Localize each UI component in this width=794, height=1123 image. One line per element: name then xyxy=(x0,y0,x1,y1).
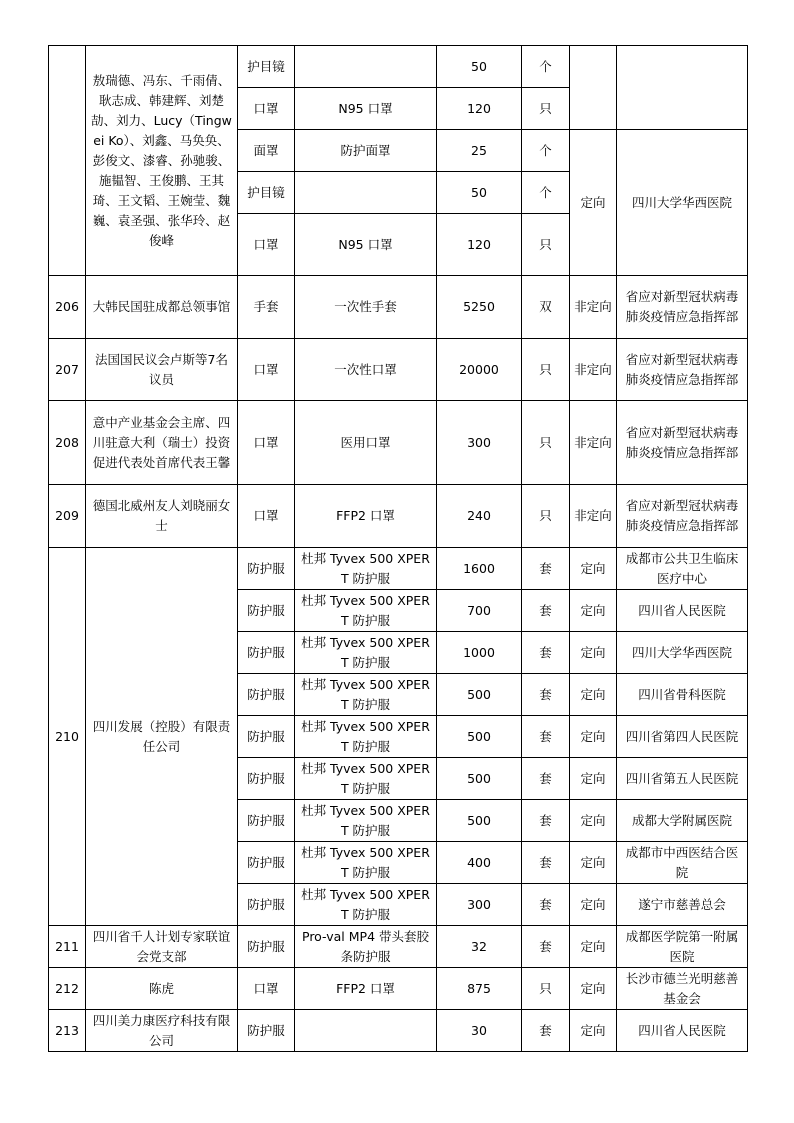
unit-cell: 只 xyxy=(522,214,570,276)
category-cell: 防护服 xyxy=(238,884,295,926)
mode-cell: 定向 xyxy=(570,1010,617,1052)
mode-cell: 定向 xyxy=(570,130,617,276)
item-cell: 杜邦 Tyvex 500 XPERT 防护服 xyxy=(295,674,437,716)
table-row xyxy=(49,548,748,590)
row-number-cell: 211 xyxy=(49,926,86,968)
recipient-cell: 成都市公共卫生临床医疗中心 xyxy=(617,548,748,590)
mode-cell: 非定向 xyxy=(570,339,617,401)
mode-cell: 定向 xyxy=(570,548,617,590)
category-cell: 口罩 xyxy=(238,88,295,130)
category-cell: 防护服 xyxy=(238,758,295,800)
category-cell: 手套 xyxy=(238,276,295,339)
item-cell: 杜邦 Tyvex 500 XPERT 防护服 xyxy=(295,800,437,842)
unit-cell: 套 xyxy=(522,590,570,632)
mode-cell: 定向 xyxy=(570,758,617,800)
donor-cell: 陈虎 xyxy=(86,968,238,1010)
quantity-cell: 30 xyxy=(437,1010,522,1052)
recipient-cell: 成都市中西医结合医院 xyxy=(617,842,748,884)
row-number-cell: 210 xyxy=(49,548,86,926)
quantity-cell: 25 xyxy=(437,130,522,172)
table-row xyxy=(49,276,748,339)
recipient-cell: 遂宁市慈善总会 xyxy=(617,884,748,926)
item-cell xyxy=(295,1010,437,1052)
unit-cell: 个 xyxy=(522,172,570,214)
unit-cell: 个 xyxy=(522,130,570,172)
mode-cell: 定向 xyxy=(570,884,617,926)
table-row xyxy=(49,926,748,968)
quantity-cell: 1000 xyxy=(437,632,522,674)
item-cell: 杜邦 Tyvex 500 XPERT 防护服 xyxy=(295,632,437,674)
category-cell: 口罩 xyxy=(238,968,295,1010)
unit-cell: 套 xyxy=(522,1010,570,1052)
item-cell xyxy=(295,172,437,214)
donor-cell: 四川省千人计划专家联谊会党支部 xyxy=(86,926,238,968)
donor-cell: 敖瑞德、冯东、千雨倩、耿志成、韩建辉、刘楚劼、刘力、Lucy（Tingwei Ko）、刘鑫、马奂奂、彭俊文、漆睿、孙驰骏、施韫智、王俊鹏、王其琦、王文韬、王婉莹、魏巍、袁圣强、张华玲、赵俊峰 xyxy=(86,46,238,276)
recipient-cell: 四川省第五人民医院 xyxy=(617,758,748,800)
unit-cell: 套 xyxy=(522,716,570,758)
recipient-cell: 四川大学华西医院 xyxy=(617,632,748,674)
unit-cell: 套 xyxy=(522,884,570,926)
recipient-cell: 省应对新型冠状病毒肺炎疫情应急指挥部 xyxy=(617,339,748,401)
quantity-cell: 120 xyxy=(437,88,522,130)
recipient-cell: 成都大学附属医院 xyxy=(617,800,748,842)
category-cell: 面罩 xyxy=(238,130,295,172)
recipient-cell: 四川大学华西医院 xyxy=(617,130,748,276)
row-number-cell: 208 xyxy=(49,401,86,485)
item-cell: Pro-val MP4 带头套胶条防护服 xyxy=(295,926,437,968)
recipient-cell: 四川省第四人民医院 xyxy=(617,716,748,758)
row-number-cell: 207 xyxy=(49,339,86,401)
item-cell: 杜邦 Tyvex 500 XPERT 防护服 xyxy=(295,590,437,632)
donor-cell: 意中产业基金会主席、四川驻意大利（瑞士）投资促进代表处首席代表王馨 xyxy=(86,401,238,485)
category-cell: 防护服 xyxy=(238,1010,295,1052)
item-cell: 杜邦 Tyvex 500 XPERT 防护服 xyxy=(295,758,437,800)
quantity-cell: 32 xyxy=(437,926,522,968)
quantity-cell: 300 xyxy=(437,401,522,485)
mode-cell: 定向 xyxy=(570,800,617,842)
unit-cell: 只 xyxy=(522,968,570,1010)
mode-cell: 定向 xyxy=(570,590,617,632)
mode-cell: 定向 xyxy=(570,842,617,884)
category-cell: 防护服 xyxy=(238,716,295,758)
category-cell: 口罩 xyxy=(238,485,295,548)
category-cell: 口罩 xyxy=(238,214,295,276)
category-cell: 防护服 xyxy=(238,632,295,674)
quantity-cell: 500 xyxy=(437,800,522,842)
category-cell: 口罩 xyxy=(238,401,295,485)
table-row xyxy=(49,968,748,1010)
item-cell: 一次性手套 xyxy=(295,276,437,339)
item-cell: 医用口罩 xyxy=(295,401,437,485)
recipient-cell: 省应对新型冠状病毒肺炎疫情应急指挥部 xyxy=(617,276,748,339)
quantity-cell: 50 xyxy=(437,46,522,88)
mode-cell: 非定向 xyxy=(570,276,617,339)
mode-cell: 定向 xyxy=(570,968,617,1010)
item-cell: 杜邦 Tyvex 500 XPERT 防护服 xyxy=(295,884,437,926)
item-cell: 防护面罩 xyxy=(295,130,437,172)
quantity-cell: 500 xyxy=(437,674,522,716)
mode-cell: 定向 xyxy=(570,674,617,716)
document-page xyxy=(48,45,747,1058)
table-row xyxy=(49,401,748,485)
donor-cell: 法国国民议会卢斯等7名议员 xyxy=(86,339,238,401)
item-cell: N95 口罩 xyxy=(295,88,437,130)
category-cell: 防护服 xyxy=(238,800,295,842)
category-cell: 防护服 xyxy=(238,842,295,884)
donor-cell: 四川发展（控股）有限责任公司 xyxy=(86,548,238,926)
category-cell: 防护服 xyxy=(238,926,295,968)
recipient-cell xyxy=(617,46,748,130)
recipient-cell: 长沙市德兰光明慈善基金会 xyxy=(617,968,748,1010)
item-cell xyxy=(295,46,437,88)
quantity-cell: 1600 xyxy=(437,548,522,590)
recipient-cell: 省应对新型冠状病毒肺炎疫情应急指挥部 xyxy=(617,485,748,548)
item-cell: N95 口罩 xyxy=(295,214,437,276)
item-cell: 杜邦 Tyvex 500 XPERT 防护服 xyxy=(295,716,437,758)
quantity-cell: 20000 xyxy=(437,339,522,401)
mode-cell: 定向 xyxy=(570,926,617,968)
donor-cell: 德国北威州友人刘晓丽女士 xyxy=(86,485,238,548)
recipient-cell: 四川省骨科医院 xyxy=(617,674,748,716)
category-cell: 防护服 xyxy=(238,590,295,632)
quantity-cell: 120 xyxy=(437,214,522,276)
quantity-cell: 300 xyxy=(437,884,522,926)
mode-cell xyxy=(570,46,617,130)
unit-cell: 套 xyxy=(522,674,570,716)
item-cell: FFP2 口罩 xyxy=(295,968,437,1010)
donor-cell: 大韩民国驻成都总领事馆 xyxy=(86,276,238,339)
mode-cell: 定向 xyxy=(570,716,617,758)
quantity-cell: 500 xyxy=(437,758,522,800)
unit-cell: 只 xyxy=(522,401,570,485)
table-row xyxy=(49,339,748,401)
quantity-cell: 500 xyxy=(437,716,522,758)
unit-cell: 只 xyxy=(522,485,570,548)
recipient-cell: 四川省人民医院 xyxy=(617,590,748,632)
row-number-cell xyxy=(49,46,86,276)
quantity-cell: 700 xyxy=(437,590,522,632)
unit-cell: 只 xyxy=(522,339,570,401)
mode-cell: 非定向 xyxy=(570,485,617,548)
unit-cell: 套 xyxy=(522,548,570,590)
row-number-cell: 209 xyxy=(49,485,86,548)
category-cell: 护目镜 xyxy=(238,46,295,88)
unit-cell: 套 xyxy=(522,926,570,968)
row-number-cell: 212 xyxy=(49,968,86,1010)
donation-table xyxy=(48,45,748,1052)
table-row xyxy=(49,1010,748,1052)
item-cell: FFP2 口罩 xyxy=(295,485,437,548)
unit-cell: 双 xyxy=(522,276,570,339)
category-cell: 防护服 xyxy=(238,674,295,716)
donor-cell: 四川美力康医疗科技有限公司 xyxy=(86,1010,238,1052)
recipient-cell: 成都医学院第一附属医院 xyxy=(617,926,748,968)
unit-cell: 个 xyxy=(522,46,570,88)
row-number-cell: 213 xyxy=(49,1010,86,1052)
item-cell: 杜邦 Tyvex 500 XPERT 防护服 xyxy=(295,842,437,884)
item-cell: 一次性口罩 xyxy=(295,339,437,401)
quantity-cell: 5250 xyxy=(437,276,522,339)
category-cell: 口罩 xyxy=(238,339,295,401)
unit-cell: 套 xyxy=(522,758,570,800)
quantity-cell: 240 xyxy=(437,485,522,548)
quantity-cell: 50 xyxy=(437,172,522,214)
recipient-cell: 省应对新型冠状病毒肺炎疫情应急指挥部 xyxy=(617,401,748,485)
table-row xyxy=(49,485,748,548)
quantity-cell: 875 xyxy=(437,968,522,1010)
unit-cell: 套 xyxy=(522,800,570,842)
unit-cell: 只 xyxy=(522,88,570,130)
quantity-cell: 400 xyxy=(437,842,522,884)
item-cell: 杜邦 Tyvex 500 XPERT 防护服 xyxy=(295,548,437,590)
recipient-cell: 四川省人民医院 xyxy=(617,1010,748,1052)
mode-cell: 非定向 xyxy=(570,401,617,485)
unit-cell: 套 xyxy=(522,842,570,884)
table-row xyxy=(49,46,748,88)
category-cell: 护目镜 xyxy=(238,172,295,214)
mode-cell: 定向 xyxy=(570,632,617,674)
category-cell: 防护服 xyxy=(238,548,295,590)
row-number-cell: 206 xyxy=(49,276,86,339)
unit-cell: 套 xyxy=(522,632,570,674)
